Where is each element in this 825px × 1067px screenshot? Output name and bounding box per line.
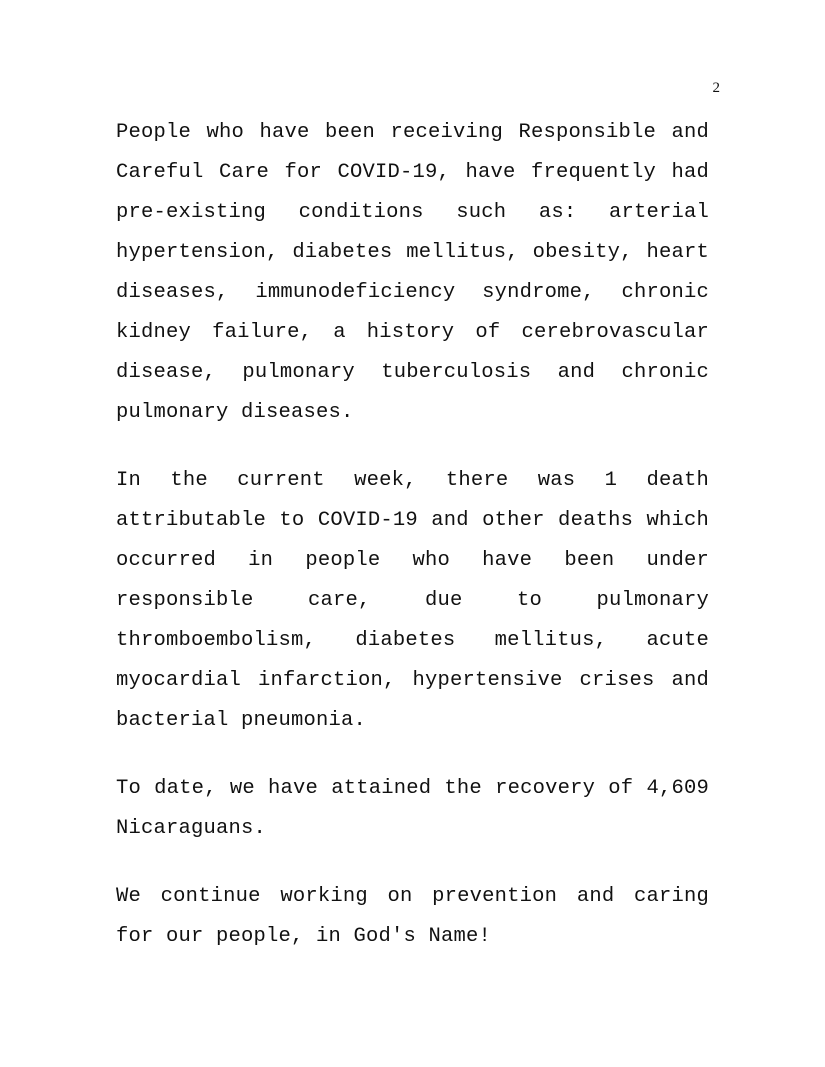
page-number: 2 [712, 80, 720, 96]
paragraph-closing: We continue working on prevention and caring for our people, in God's Name! [116, 885, 709, 948]
paragraph-weekly-deaths: In the current week, there was 1 death attributable to COVID-19 and other deaths which occurred in people who have been under responsible care, due to pulmonary thromboembolism, diabetes mellitus, acute myocardial infarction, hypertensive crises and bacterial pneumonia. [116, 469, 709, 732]
paragraph-preexisting-conditions: People who have been receiving Responsible and Careful Care for COVID-19, have frequently had pre-existing conditions such as: arterial hypertension, diabetes mellitus, obesity, heart diseases, immunodeficiency syndrome, chronic kidney failure, a history of cerebrovascular disease, pulmonary tuberculosis and chronic pulmonary diseases. [116, 121, 709, 424]
body-text [116, 113, 709, 957]
paragraph-recoveries: To date, we have attained the recovery of 4,609 Nicaraguans. [116, 777, 709, 840]
